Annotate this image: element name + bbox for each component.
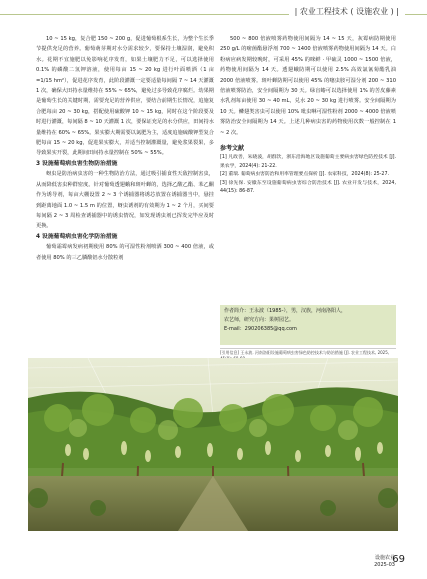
grape-vine-illustration (28, 358, 398, 531)
paragraph-bio-control: 蚜虫是防治病虫害的一种生物防治方法，通过吸引捕食性天敌控制害虫，从而降低害虫种群密度。针对葡萄透翅蛾和斑叶蝉的，选择乙酸乙酯、苯乙酮作为诱导剂，每亩大棚设置 2 ~ 3 个诱捕器将诱芯放置在诱捕器当中，悬挂到距离地面 1.0 ~ 1.5 m 的位置，蚜虫诱剂的有效期为 1 ~ 2 个月，买间要每间隔 2 ~ 3 周检查诱捕器中的诱虫情况，如发现诱虫剂已挥发完毕应及时更换。 (36, 171, 214, 230)
left-column (36, 34, 214, 263)
paragraph-fertilization: 10 ~ 15 kg，复合肥 150 ~ 200 g，促进葡萄根系生长，为整个生长季节提供充足的营养。葡萄萌芽期对水分需求较少，要保持土壤湿润，避免积水。花期不宜施肥以免影响花序发育，如果土壤肥力不足，可以选择使用 0.1% 的磷酸二氢钾溶液，使用每亩 15 ~ 20 kg 进行叶面喷洒（1 亩 =1/15 hm²），促进花序发育，此阶段灌溉一定要适量每间隔 7 ~ 14 天灌溉 1 次，确保大田持水量维持在 55% ~ 65%，避免过多导致花序腐烂。幼果期是葡萄生长的关键时期，需要充足的营养供应，要结合前期生长情况，追施复合肥每亩 20 ~ 30 kg，搭配使用硫酸钾 10 ~ 15 kg，同时在这个阶段要及时进行灌溉，每间隔 8 ~ 10 天灌溉 1 次，要保证充足的水分供应，田间持水量维持在 60% ~ 65%。果实膨大期需要以氮肥为主，适度追施硫酸钾型复合肥每亩 15 ~ 20 kg，促进果实膨大，并适当控制灌溉量，避免浆果裂果，多导致果实开裂，此期间田间持水量控制在 50% ~ 55%。 (36, 36, 214, 157)
reference-item: [1] 凡政善，朱晓波，胡群饮，浙东沿海地区设施葡萄主要病虫害绿色防控技术 [J]. 果农学，2024(4): 21-22. (220, 155, 396, 169)
footer-journal: 设施农业 (374, 555, 395, 561)
section-heading-chem-control: 4 设施葡萄病虫害化学防治措施 (36, 233, 118, 240)
citation-info: [引用信息] 王永波. 河南洛阳设施葡萄病虫害绿色防控技术与防治措施 [J]. 农业工程技术, 2025, (220, 348, 396, 362)
right-column (220, 34, 396, 197)
reference-item: [2] 董瑞. 葡萄病虫害防治和用率管理要点探析 [J]. 农家科技，2024(8): 25-27. (220, 172, 390, 178)
author-info-box (220, 305, 396, 345)
author-email: E-mail：290206385@qq.com (224, 326, 297, 332)
references-title: 参考文献 (220, 145, 245, 153)
page-header (0, 4, 427, 26)
references-list (220, 154, 396, 196)
paragraph-chem-continued: 500 ~ 800 倍液喷雾药物使用间隔为 14 ~ 15 天，灰霉病防期使用 250 g/L 的嘧菌酯悬浮剂 700 ~ 1400 倍液喷雾药物使用间隔为 14 天。白粉病应病发期较晚时，可采用 45% 的咪鲜 · 甲硫灵 1000 ~ 1500 倍液，药物使用间隔为 14 天。透翅蛾防期可以使用 2.5% 高效氯氰菊酯乳油 2000 倍液喷雾。斑叶蝉防期可以使用 45% 的噻虫胺可湿分剂 200 ~ 310 倍液喷雾防治，安全间隔期为 30 天。绿盲蝽可以选择使用 1% 的苦皮藤素水乳剂每亩使用 30 ~ 40 mL，兑水 20 ~ 30 kg 进行喷雾。安全间隔期为 10 天。鳞翅类害虫可以使用 10% 吡虫啉可湿性粉剂 2000 ~ 4000 倍液喷雾防治安全间隔期为 14 天。上述几种病虫害的药物使用次数一般控制在 1 ~ 2 次。 (220, 36, 396, 136)
journal-section-title: | 农业工程技术 ( 设施农业 ) | (289, 6, 405, 18)
paragraph-chem-control: 葡萄霜霉病发病初期使用 80% 的可湿性粉剂喷洒 300 ~ 400 倍液，或者使用 80% 的三乙膦酸铝水分散粒剂 (36, 244, 214, 261)
greenhouse-grape-photo (28, 358, 398, 531)
reference-item: [3] 徐先保. 安徽东至设施葡萄病虫害综合防治技术 [J]. 农业开发与技术，2024, 44(15): 86-87. (220, 180, 396, 195)
page-number: 69 (392, 554, 405, 565)
section-heading-bio-control: 3 设施葡萄病虫害生物防治措施 (36, 160, 118, 167)
author-line-1: 作者简介：王永波（1985-），男，汉族，河南洛阳人， (224, 308, 347, 314)
footer-issue: 2025-03 (374, 562, 395, 568)
author-line-2: 农艺师，研究方向：果树园艺。 (224, 317, 295, 323)
